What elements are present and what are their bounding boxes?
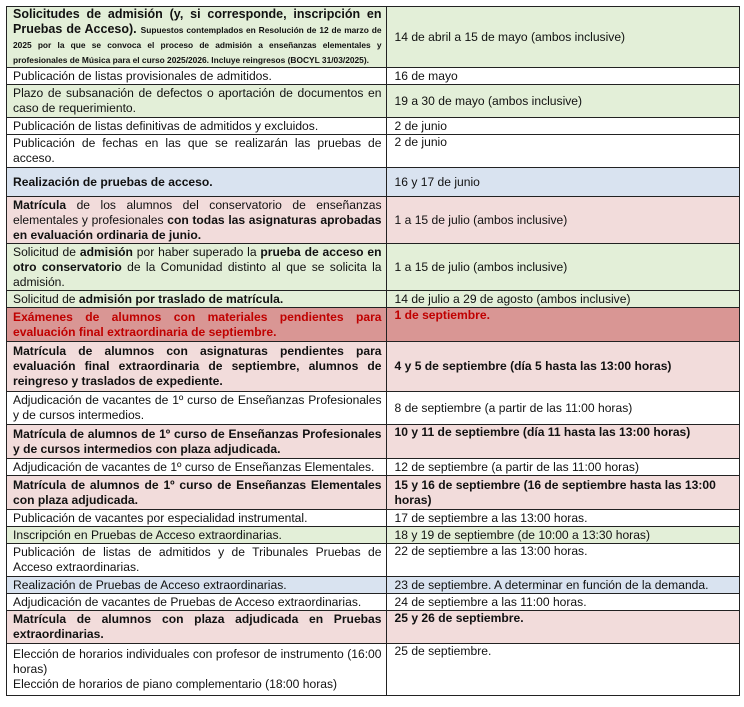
cell-text: 1 a 15 de julio (ambos inclusive) <box>394 259 568 274</box>
table-row <box>7 197 740 244</box>
bold-text: 4 y 5 de septiembre (día 5 hasta las 13:00 horas) <box>394 359 672 373</box>
procedure-cell <box>7 118 387 135</box>
cell-text: Publicación de fechas en las que se realizarán las pruebas de acceso. <box>13 136 382 165</box>
date-cell <box>386 459 739 476</box>
table-row <box>7 168 740 197</box>
cell-text: 8 de septiembre (a partir de las 11:00 horas) <box>394 400 633 415</box>
procedure-cell <box>7 577 387 594</box>
date-cell <box>386 85 739 118</box>
procedure-cell <box>7 197 387 244</box>
date-cell <box>386 544 739 577</box>
table-row <box>7 527 740 544</box>
procedure-cell <box>7 308 387 342</box>
date-cell <box>386 168 739 197</box>
cell-text: 1 de septiembre. <box>394 308 490 322</box>
procedure-cell <box>7 425 387 459</box>
cell-text: 24 de septiembre a las 11:00 horas. <box>394 594 587 609</box>
date-cell <box>386 7 739 68</box>
cell-text: Publicación de listas de admitidos y de Tribunales Pruebas de Acceso extraordinarias. <box>13 545 382 574</box>
cell-line: Elección de horarios de piano complementario (18:00 horas) <box>13 677 338 691</box>
table-row <box>7 644 740 696</box>
date-cell <box>386 594 739 611</box>
bold-text: Realización de pruebas de acceso. <box>13 174 213 189</box>
date-cell <box>386 244 739 291</box>
date-cell <box>386 342 739 392</box>
table-row <box>7 68 740 85</box>
table-row <box>7 594 740 611</box>
cell-text: 17 de septiembre a las 13:00 horas. <box>394 510 588 525</box>
date-cell <box>386 135 739 168</box>
cell-text: 23 de septiembre. A determinar en función de la demanda. <box>394 577 709 592</box>
table-row <box>7 342 740 392</box>
date-cell <box>386 118 739 135</box>
cell-text: por haber superado la <box>132 244 261 259</box>
calendar-body <box>7 7 740 696</box>
cell-text: Adjudicación de vacantes de 1º curso de Enseñanzas Profesionales y de cursos intermedios. <box>13 393 382 422</box>
date-cell <box>386 197 739 244</box>
date-cell <box>386 577 739 594</box>
table-row <box>7 291 740 308</box>
bold-text: Matrícula de alumnos con asignaturas pendientes para evaluación final extraordinaria de septiembre, alumnos de reingreso y traslados de expediente. <box>13 344 382 388</box>
procedure-cell <box>7 611 387 644</box>
bold-text: admisión <box>79 244 133 259</box>
table-row <box>7 308 740 342</box>
cell-text: 1 a 15 de julio (ambos inclusive) <box>394 212 568 227</box>
bold-text: prueba de acceso en otro conservatorio <box>13 244 382 274</box>
cell-text: Realización de Pruebas de Acceso extraordinarias. <box>13 577 287 592</box>
procedure-cell <box>7 7 387 68</box>
table-row <box>7 577 740 594</box>
table-row <box>7 544 740 577</box>
bold-text: Matrícula de alumnos de 1º curso de Enseñanzas Profesionales y de cursos intermedios con plaza adjudicada. <box>13 426 382 456</box>
bold-text: Matrícula de alumnos con plaza adjudicada en Pruebas extraordinarias. <box>13 612 382 641</box>
cell-text: 12 de septiembre (a partir de las 11:00 horas) <box>394 459 639 474</box>
bold-text: con todas las asignaturas aprobadas en evaluación ordinaria de junio. <box>13 212 382 242</box>
table-row <box>7 611 740 644</box>
procedure-cell <box>7 85 387 118</box>
procedure-cell <box>7 459 387 476</box>
table-row <box>7 392 740 425</box>
bold-text: 15 y 16 de septiembre (16 de septiembre hasta las 13:00 horas) <box>394 477 716 507</box>
cell-text: 19 a 30 de mayo (ambos inclusive) <box>394 93 583 108</box>
cell-text: Solicitud de <box>13 291 79 306</box>
cell-text: Publicación de vacantes por especialidad instrumental. <box>13 510 308 525</box>
procedure-cell <box>7 392 387 425</box>
cell-text: 2 de junio <box>394 135 447 149</box>
date-cell <box>386 644 739 696</box>
table-row <box>7 510 740 527</box>
cell-text: Adjudicación de vacantes de Pruebas de Acceso extraordinarias. <box>13 594 362 609</box>
cell-text: 14 de abril a 15 de mayo (ambos inclusive) <box>394 29 626 44</box>
procedure-cell <box>7 476 387 510</box>
cell-text: Plazo de subsanación de defectos o aportación de documentos en caso de requerimiento. <box>13 86 382 115</box>
cell-text: de la Comunidad distinto al que se solicita la admisión. <box>13 259 382 289</box>
date-cell <box>386 510 739 527</box>
procedure-cell <box>7 527 387 544</box>
cell-text: Adjudicación de vacantes de 1º curso de Enseñanzas Elementales. <box>13 459 375 474</box>
cell-text: 22 de septiembre a las 13:00 horas. <box>394 544 588 558</box>
table-row <box>7 7 740 68</box>
procedure-cell <box>7 544 387 577</box>
cell-text: 16 de mayo <box>394 68 458 83</box>
bold-text: admisión por traslado de matrícula. <box>78 291 284 306</box>
bold-text: Solicitudes de admisión <box>13 7 163 21</box>
procedure-cell <box>7 68 387 85</box>
procedure-cell <box>7 510 387 527</box>
admission-calendar-table <box>6 6 740 696</box>
table-row <box>7 118 740 135</box>
table-row <box>7 135 740 168</box>
cell-text: de los alumnos del conservatorio de enseñanzas elementales y profesionales <box>13 197 382 227</box>
date-cell <box>386 308 739 342</box>
date-cell <box>386 527 739 544</box>
cell-line: Elección de horarios individuales con profesor de instrumento (16:00 horas) <box>13 647 382 676</box>
date-cell <box>386 291 739 308</box>
bold-text: Matrícula de alumnos de 1º curso de Enseñanzas Elementales con plaza adjudicada. <box>13 477 382 507</box>
cell-text: Supuestos contemplados en Resolución de 12 de marzo de 2025 por la que se convoca el proceso de admisión a enseñanzas elementales y profesionales de Música para el curso 2025/2026. Incluye reingresos (BOCYL 31/03/2025). <box>13 25 382 65</box>
procedure-cell <box>7 644 387 696</box>
bold-text: 25 y 26 de septiembre. <box>394 611 524 625</box>
cell-text: (y, si corresponde, inscripción en Pruebas de Acceso). <box>13 7 382 36</box>
date-cell <box>386 68 739 85</box>
procedure-cell <box>7 594 387 611</box>
bold-text: Matrícula <box>13 197 67 212</box>
cell-text: Exámenes de alumnos con materiales pendientes para evaluación final extraordinaria de septiembre. <box>13 309 382 339</box>
cell-text: 14 de julio a 29 de agosto (ambos inclusive) <box>394 291 631 306</box>
cell-text: 25 de septiembre. <box>394 644 492 658</box>
cell-text: 16 y 17 de junio <box>394 174 480 189</box>
procedure-cell <box>7 291 387 308</box>
cell-text: Solicitud de <box>13 244 80 259</box>
date-cell <box>386 392 739 425</box>
bold-text: 10 y 11 de septiembre (día 11 hasta las 13:00 horas) <box>394 425 691 439</box>
table-row <box>7 476 740 510</box>
cell-text: Publicación de listas definitivas de admitidos y excluidos. <box>13 118 319 133</box>
date-cell <box>386 611 739 644</box>
procedure-cell <box>7 168 387 197</box>
procedure-cell <box>7 244 387 291</box>
cell-text: 2 de junio <box>394 118 447 133</box>
cell-text: Publicación de listas provisionales de admitidos. <box>13 68 272 83</box>
table-row <box>7 425 740 459</box>
date-cell <box>386 476 739 510</box>
cell-text: 18 y 19 de septiembre (de 10:00 a 13:30 horas) <box>394 527 650 542</box>
date-cell <box>386 425 739 459</box>
table-row <box>7 459 740 476</box>
table-row <box>7 244 740 291</box>
procedure-cell <box>7 135 387 168</box>
procedure-cell <box>7 342 387 392</box>
table-row <box>7 85 740 118</box>
cell-text: Inscripción en Pruebas de Acceso extraordinarias. <box>13 527 282 542</box>
